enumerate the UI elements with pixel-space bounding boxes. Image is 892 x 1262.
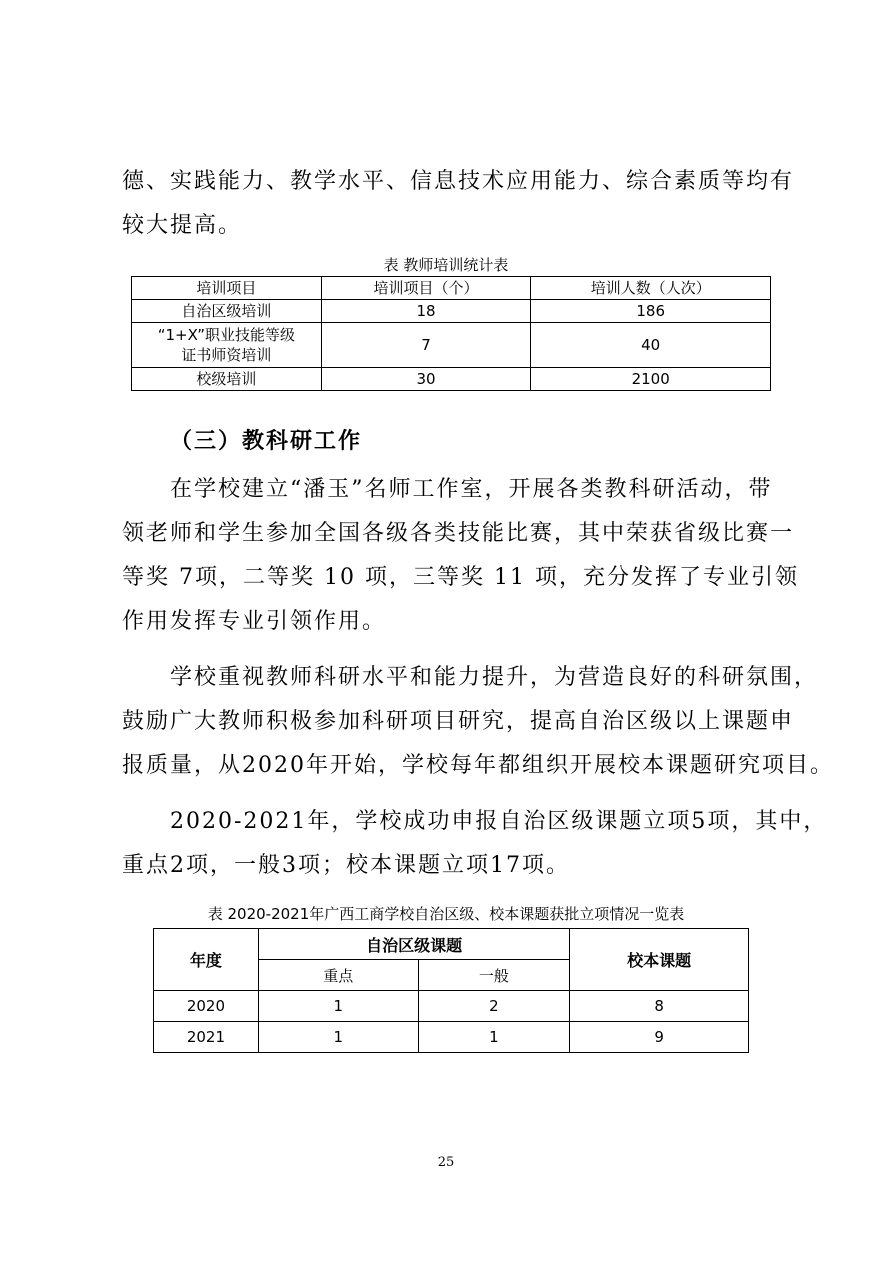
table-cell: 2100 — [531, 368, 771, 391]
paragraph-1 — [122, 468, 799, 644]
paragraph-line: 鼓励广大教师积极参加科研项目研究，提高自治区级以上课题申 — [122, 709, 795, 734]
table-cell: 2020 — [154, 991, 259, 1022]
table-header-cell: 自治区级课题 — [258, 929, 569, 960]
paragraph-line: 重点2项，一般3项；校本课题立项17项。 — [122, 853, 570, 878]
table-header-cell: 培训人数（人次） — [531, 277, 771, 300]
table-cell: 自治区级培训 — [132, 300, 322, 323]
table-cell: 校级培训 — [132, 368, 322, 391]
table-header-row — [132, 277, 771, 300]
table2-caption: 表 2020-2021年广西工商学校自治区级、校本课题获批立项情况一览表 — [207, 905, 685, 923]
paragraph-2 — [122, 656, 834, 788]
table-cell — [132, 323, 322, 368]
table-header-cell: 一般 — [418, 960, 570, 991]
research-projects-table — [153, 928, 749, 1053]
table-cell: 1 — [418, 1022, 570, 1053]
table-cell: 18 — [321, 300, 531, 323]
paragraph-line: 2020-2021年，学校成功申报自治区级课题立项5项，其中， — [170, 809, 828, 834]
table-cell: 30 — [321, 368, 531, 391]
table-header-cell: 年度 — [154, 929, 259, 991]
table-header-cell: 校本课题 — [570, 929, 749, 991]
table-cell: 2021 — [154, 1022, 259, 1053]
table-header-row — [154, 929, 749, 960]
table-cell: 186 — [531, 300, 771, 323]
table-header-cell: 重点 — [258, 960, 418, 991]
table-cell: 1 — [258, 991, 418, 1022]
table-row — [132, 300, 771, 323]
page-number: 25 — [437, 1155, 455, 1170]
table-row — [154, 991, 749, 1022]
table-row — [132, 323, 771, 368]
paragraph-line: 在学校建立“潘玉”名师工作室，开展各类教科研活动，带 — [170, 477, 773, 502]
paragraph-3 — [122, 800, 828, 888]
intro-paragraph — [122, 160, 795, 248]
table1-caption: 表 教师培训统计表 — [383, 256, 509, 274]
teacher-training-table — [131, 276, 771, 391]
intro-line-2: 较大提高。 — [122, 213, 243, 238]
paragraph-line: 学校重视教师科研水平和能力提升，为营造良好的科研氛围， — [170, 665, 819, 690]
paragraph-line: 领老师和学生参加全国各级各类技能比赛，其中荣获省级比赛一 — [122, 521, 795, 546]
intro-line-1: 德、实践能力、教学水平、信息技术应用能力、综合素质等均有 — [122, 169, 795, 194]
table-row — [132, 368, 771, 391]
paragraph-line: 作用发挥专业引领作用。 — [122, 609, 387, 634]
table-cell: 1 — [258, 1022, 418, 1053]
table-row — [154, 1022, 749, 1053]
cell-line: “1+X”职业技能等级 — [157, 326, 296, 344]
section-heading: （三）教科研工作 — [170, 429, 363, 454]
cell-line: 证书师资培训 — [181, 346, 272, 364]
table-cell: 8 — [570, 991, 749, 1022]
paragraph-line: 等奖 7项，二等奖 10 项，三等奖 11 项，充分发挥了专业引领 — [122, 565, 799, 590]
table-cell: 9 — [570, 1022, 749, 1053]
table-cell: 7 — [321, 323, 531, 368]
table-cell: 40 — [531, 323, 771, 368]
table-header-cell: 培训项目（个） — [321, 277, 531, 300]
table-header-cell: 培训项目 — [132, 277, 322, 300]
paragraph-line: 报质量，从2020年开始，学校每年都组织开展校本课题研究项目。 — [122, 753, 834, 778]
table-cell: 2 — [418, 991, 570, 1022]
